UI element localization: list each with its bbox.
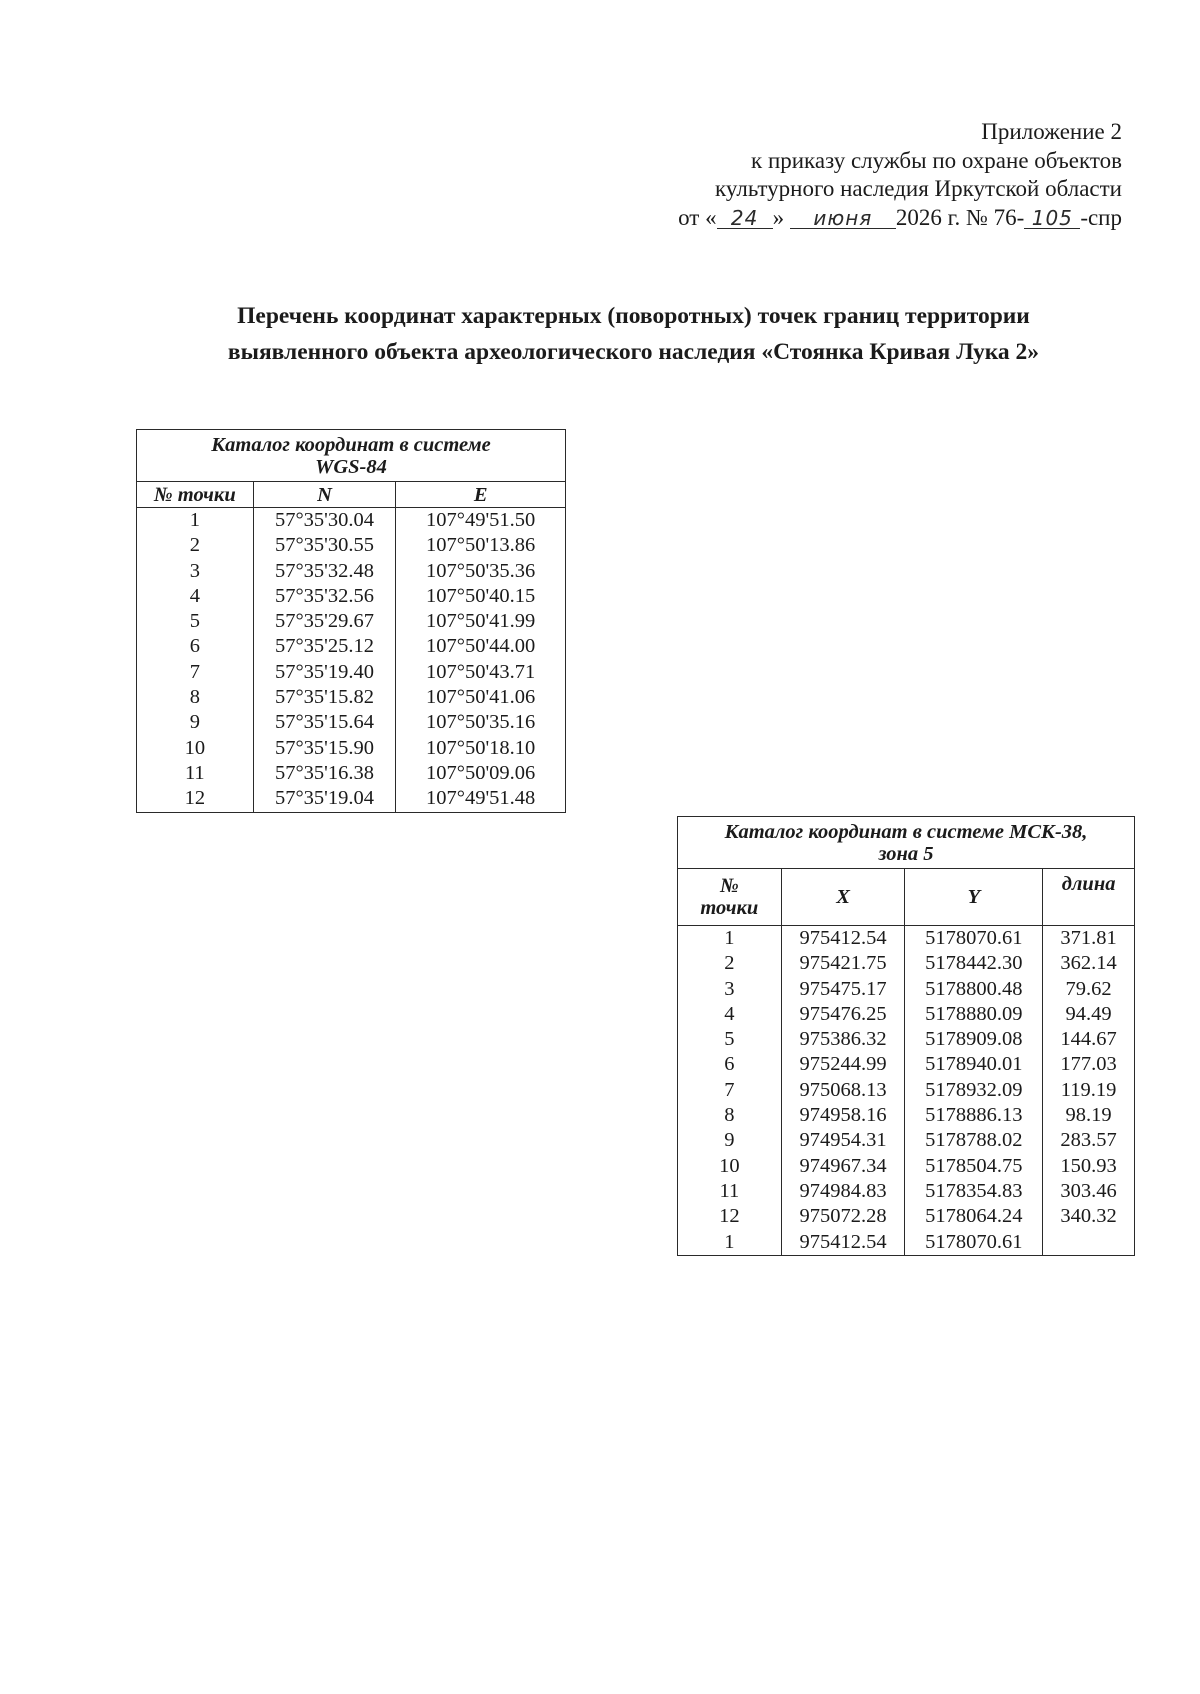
msk-table-row xyxy=(678,1027,1135,1052)
wgs-cell-p: 10 xyxy=(137,736,254,761)
msk-cell-p: 1 xyxy=(678,1230,782,1256)
msk-cell-y: 5178354.83 xyxy=(905,1179,1043,1204)
msk-cell-y: 5178880.09 xyxy=(905,1002,1043,1027)
msk-cell-x: 974984.83 xyxy=(781,1179,905,1204)
msk-col-y: Y xyxy=(905,869,1043,926)
msk-table-row xyxy=(678,1002,1135,1027)
msk38-coordinates-table xyxy=(677,816,1135,1256)
msk-cell-len: 177.03 xyxy=(1043,1052,1135,1077)
msk-cell-y: 5178886.13 xyxy=(905,1103,1043,1128)
msk-cell-x: 975068.13 xyxy=(781,1078,905,1103)
msk-cell-y: 5178932.09 xyxy=(905,1078,1043,1103)
wgs-table-row xyxy=(137,634,566,659)
wgs-table-caption xyxy=(137,430,566,482)
msk-cell-x: 975475.17 xyxy=(781,977,905,1002)
msk-cell-len: 94.49 xyxy=(1043,1002,1135,1027)
msk-table-row xyxy=(678,1179,1135,1204)
wgs-cell-n: 57°35'32.56 xyxy=(253,584,396,609)
document-title xyxy=(0,298,1200,370)
msk-table-row xyxy=(678,1204,1135,1229)
msk-cell-y: 5178940.01 xyxy=(905,1052,1043,1077)
wgs-cell-p: 1 xyxy=(137,508,254,534)
appendix-header xyxy=(678,118,1122,232)
wgs-cell-n: 57°35'16.38 xyxy=(253,761,396,786)
wgs-table-row xyxy=(137,559,566,584)
msk-cell-x: 975244.99 xyxy=(781,1052,905,1077)
wgs-cell-n: 57°35'15.82 xyxy=(253,685,396,710)
msk-cell-x: 974967.34 xyxy=(781,1154,905,1179)
msk-cell-p: 7 xyxy=(678,1078,782,1103)
msk-caption-line-1: Каталог координат в системе МСК-38, xyxy=(724,820,1088,843)
wgs-table-row xyxy=(137,736,566,761)
wgs-col-e: E xyxy=(396,482,566,508)
msk-cell-len: 98.19 xyxy=(1043,1103,1135,1128)
wgs-cell-p: 6 xyxy=(137,634,254,659)
wgs-cell-e: 107°50'35.36 xyxy=(396,559,566,584)
msk-table-row xyxy=(678,926,1135,952)
wgs84-coordinates-table xyxy=(136,429,566,813)
msk-cell-p: 8 xyxy=(678,1103,782,1128)
wgs-cell-p: 11 xyxy=(137,761,254,786)
msk-cell-p: 2 xyxy=(678,951,782,976)
order-date-line xyxy=(678,204,1122,233)
msk-cell-y: 5178788.02 xyxy=(905,1128,1043,1153)
wgs-table-row xyxy=(137,533,566,558)
wgs-cell-n: 57°35'15.90 xyxy=(253,736,396,761)
msk-cell-x: 974954.31 xyxy=(781,1128,905,1153)
wgs-col-point: № точки xyxy=(137,482,254,508)
wgs-cell-e: 107°49'51.50 xyxy=(396,508,566,534)
wgs-cell-e: 107°50'41.06 xyxy=(396,685,566,710)
msk-cell-len: 283.57 xyxy=(1043,1128,1135,1153)
msk-cell-p: 3 xyxy=(678,977,782,1002)
appendix-label: Приложение 2 xyxy=(981,119,1122,144)
wgs-table-row xyxy=(137,761,566,786)
msk-table-row xyxy=(678,1052,1135,1077)
msk-table-row xyxy=(678,1078,1135,1103)
msk-cell-p: 6 xyxy=(678,1052,782,1077)
wgs-table-row xyxy=(137,786,566,812)
title-line-2: выявленного объекта археологического наследия «Стоянка Кривая Лука 2» xyxy=(227,339,1040,365)
wgs-cell-e: 107°50'13.86 xyxy=(396,533,566,558)
msk-cell-len: 79.62 xyxy=(1043,977,1135,1002)
msk-table-row xyxy=(678,977,1135,1002)
wgs-table-row xyxy=(137,508,566,534)
handwritten-day: 24 xyxy=(717,208,773,229)
wgs-cell-p: 9 xyxy=(137,710,254,735)
msk-cell-x: 975421.75 xyxy=(781,951,905,976)
wgs-cell-p: 8 xyxy=(137,685,254,710)
date-mid: » xyxy=(772,204,785,230)
date-year: 2026 г. № 76- xyxy=(895,204,1025,230)
msk-cell-p: 4 xyxy=(678,1002,782,1027)
wgs-caption-line-2: WGS-84 xyxy=(315,455,387,478)
wgs-cell-n: 57°35'32.48 xyxy=(253,559,396,584)
msk-cell-x: 975386.32 xyxy=(781,1027,905,1052)
wgs-col-n: N xyxy=(253,482,396,508)
wgs-cell-p: 7 xyxy=(137,660,254,685)
msk-cell-p: 11 xyxy=(678,1179,782,1204)
msk-cell-p: 5 xyxy=(678,1027,782,1052)
msk-cell-y: 5178909.08 xyxy=(905,1027,1043,1052)
wgs-cell-e: 107°50'44.00 xyxy=(396,634,566,659)
msk-col-length: длина xyxy=(1043,869,1135,926)
wgs-cell-n: 57°35'25.12 xyxy=(253,634,396,659)
msk-col-point-line-2: точки xyxy=(700,897,759,919)
msk-cell-x: 975412.54 xyxy=(781,1230,905,1256)
wgs-cell-p: 4 xyxy=(137,584,254,609)
wgs-cell-e: 107°50'41.99 xyxy=(396,609,566,634)
wgs-cell-p: 5 xyxy=(137,609,254,634)
wgs-table-row xyxy=(137,609,566,634)
title-line-1: Перечень координат характерных (поворотных) точек границ территории xyxy=(237,303,1030,329)
msk-cell-y: 5178442.30 xyxy=(905,951,1043,976)
wgs-table-row xyxy=(137,710,566,735)
wgs-cell-p: 2 xyxy=(137,533,254,558)
agency-name: культурного наследия Иркутской области xyxy=(715,176,1122,201)
msk-table-row xyxy=(678,1230,1135,1256)
msk-cell-x: 975476.25 xyxy=(781,1002,905,1027)
msk-col-point-line-1: № xyxy=(719,875,739,897)
handwritten-order-number: 105 xyxy=(1024,208,1080,229)
handwritten-month: июня xyxy=(790,208,896,229)
msk-cell-y: 5178070.61 xyxy=(905,926,1043,952)
date-prefix: от « xyxy=(678,204,717,230)
msk-table-row xyxy=(678,1128,1135,1153)
msk-cell-y: 5178800.48 xyxy=(905,977,1043,1002)
wgs-cell-e: 107°50'09.06 xyxy=(396,761,566,786)
wgs-cell-p: 3 xyxy=(137,559,254,584)
wgs-cell-n: 57°35'15.64 xyxy=(253,710,396,735)
wgs-cell-e: 107°50'35.16 xyxy=(396,710,566,735)
msk-cell-len: 362.14 xyxy=(1043,951,1135,976)
msk-cell-p: 9 xyxy=(678,1128,782,1153)
msk-cell-len: 340.32 xyxy=(1043,1204,1135,1229)
msk-table-row xyxy=(678,1103,1135,1128)
wgs-table-row xyxy=(137,660,566,685)
msk-cell-len: 144.67 xyxy=(1043,1027,1135,1052)
wgs-cell-n: 57°35'29.67 xyxy=(253,609,396,634)
wgs-cell-e: 107°50'18.10 xyxy=(396,736,566,761)
wgs-cell-n: 57°35'19.40 xyxy=(253,660,396,685)
msk-table-row xyxy=(678,951,1135,976)
wgs-cell-n: 57°35'30.55 xyxy=(253,533,396,558)
msk-cell-len: 371.81 xyxy=(1043,926,1135,952)
msk-cell-y: 5178070.61 xyxy=(905,1230,1043,1256)
msk-cell-y: 5178504.75 xyxy=(905,1154,1043,1179)
msk-table-row xyxy=(678,1154,1135,1179)
msk-col-x: X xyxy=(781,869,905,926)
msk-cell-len xyxy=(1043,1230,1135,1256)
order-suffix: -спр xyxy=(1080,204,1122,230)
order-reference: к приказу службы по охране объектов xyxy=(751,147,1122,173)
wgs-cell-n: 57°35'30.04 xyxy=(253,508,396,534)
msk-col-point xyxy=(678,869,782,926)
wgs-caption-line-1: Каталог координат в системе xyxy=(211,433,491,456)
wgs-cell-e: 107°50'40.15 xyxy=(396,584,566,609)
wgs-table-row xyxy=(137,584,566,609)
msk-cell-p: 10 xyxy=(678,1154,782,1179)
msk-caption-line-2: зона 5 xyxy=(878,842,934,865)
msk-cell-len: 119.19 xyxy=(1043,1078,1135,1103)
msk-cell-y: 5178064.24 xyxy=(905,1204,1043,1229)
msk-cell-p: 12 xyxy=(678,1204,782,1229)
msk-cell-x: 974958.16 xyxy=(781,1103,905,1128)
msk-cell-x: 975412.54 xyxy=(781,926,905,952)
msk-cell-p: 1 xyxy=(678,926,782,952)
msk-cell-len: 150.93 xyxy=(1043,1154,1135,1179)
wgs-cell-e: 107°49'51.48 xyxy=(396,786,566,812)
msk-cell-x: 975072.28 xyxy=(781,1204,905,1229)
msk-cell-len: 303.46 xyxy=(1043,1179,1135,1204)
wgs-cell-n: 57°35'19.04 xyxy=(253,786,396,812)
wgs-cell-p: 12 xyxy=(137,786,254,812)
msk-table-caption xyxy=(678,817,1135,869)
wgs-table-row xyxy=(137,685,566,710)
wgs-cell-e: 107°50'43.71 xyxy=(396,660,566,685)
